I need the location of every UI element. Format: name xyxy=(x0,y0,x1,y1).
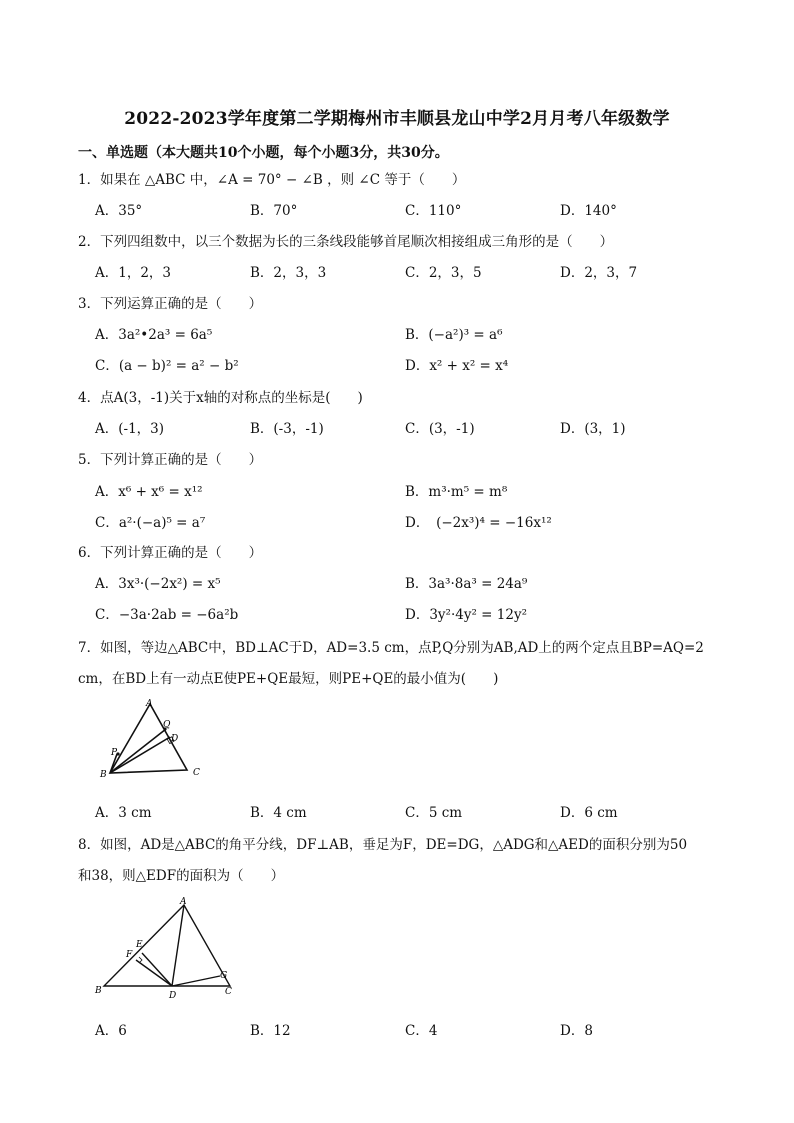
question-5-options-row1 xyxy=(95,480,725,500)
option-b: B．2，3，3 xyxy=(250,265,327,281)
option-d: D． (−2x³)⁴ = −16x¹² xyxy=(405,515,552,531)
question-4-options xyxy=(95,417,725,437)
question-8-figure xyxy=(92,894,242,1008)
question-8-stem-line1: 8．如图，AD是△ABC的角平分线，DF⊥AB，垂足为F，DE=DG，△ADG和△AED的面积分别为50 xyxy=(78,837,688,853)
page-title: 2022-2023学年度第二学期梅州市丰顺县龙山中学2月月考八年级数学 xyxy=(124,109,670,129)
label-c: C xyxy=(193,768,200,778)
question-7-stem-line1: 7．如图，等边△ABC中，BD⊥AC于D，AD=3.5 cm，点P,Q分别为AB,AD上的两个定点且BP=AQ=2 xyxy=(78,640,704,656)
option-c: C．(3，-1) xyxy=(405,421,475,437)
option-a: A．3a²•2a³ = 6a⁵ xyxy=(95,327,213,343)
question-7-figure xyxy=(95,698,210,784)
label-c: C xyxy=(225,987,232,997)
option-d: D．8 xyxy=(560,1023,593,1039)
option-c: C．(a − b)² = a² − b² xyxy=(95,358,239,374)
option-a: A．3x³·(−2x²) = x⁵ xyxy=(95,576,221,592)
option-d: D．x² + x² = x⁴ xyxy=(405,358,509,374)
label-a: A xyxy=(180,897,187,907)
option-a: A．x⁶ + x⁶ = x¹² xyxy=(95,484,203,500)
option-d: D．6 cm xyxy=(560,805,618,821)
option-a: A．35° xyxy=(95,203,143,219)
label-f: F xyxy=(126,950,133,960)
question-1-options xyxy=(95,199,725,219)
label-b: B xyxy=(95,986,102,996)
question-3-stem: 3．下列运算正确的是（ ） xyxy=(78,296,263,312)
option-b: B．m³·m⁵ = m⁸ xyxy=(405,484,508,500)
question-3-options-row2 xyxy=(95,354,725,374)
option-d: D．3y²·4y² = 12y² xyxy=(405,607,527,623)
option-b: B．(-3，-1) xyxy=(250,421,324,437)
label-d: D xyxy=(171,734,179,744)
option-d: D．(3，1) xyxy=(560,421,626,437)
label-e: E xyxy=(136,940,143,950)
option-d: D．140° xyxy=(560,203,617,219)
question-6-options-row1 xyxy=(95,572,725,592)
question-2-options xyxy=(95,261,725,281)
question-7-stem-line2: cm，在BD上有一动点E使PE+QE最短，则PE+QE的最小值为( ) xyxy=(78,671,499,687)
option-a: A．3 cm xyxy=(95,805,152,821)
segment-dg xyxy=(172,976,220,986)
option-d: D．2，3，7 xyxy=(560,265,638,281)
option-b: B．12 xyxy=(250,1023,291,1039)
option-a: A．6 xyxy=(95,1023,127,1039)
question-3-options-row1 xyxy=(95,323,725,343)
option-c: C．4 xyxy=(405,1023,438,1039)
question-6-options-row2 xyxy=(95,603,725,623)
question-5-stem: 5．下列计算正确的是（ ） xyxy=(78,452,263,468)
label-p: P xyxy=(111,748,118,758)
option-c: C．110° xyxy=(405,203,462,219)
option-b: B．4 cm xyxy=(250,805,307,821)
question-2-stem: 2．下列四组数中，以三个数据为长的三条线段能够首尾顺次相接组成三角形的是（ ） xyxy=(78,234,614,250)
option-b: B．(−a²)³ = a⁶ xyxy=(405,327,503,343)
segment-ad xyxy=(172,905,184,986)
option-c: C．5 cm xyxy=(405,805,463,821)
option-a: A．1，2，3 xyxy=(95,265,172,281)
option-b: B．70° xyxy=(250,203,298,219)
label-d: D xyxy=(169,991,177,1001)
question-6-stem: 6．下列计算正确的是（ ） xyxy=(78,545,263,561)
equilateral-triangle-diagram xyxy=(95,698,210,780)
label-q: Q xyxy=(163,720,171,730)
option-b: B．3a³·8a³ = 24a⁹ xyxy=(405,576,528,592)
label-a: A xyxy=(146,699,153,709)
segment-bq xyxy=(110,729,166,773)
label-g: G xyxy=(220,971,228,981)
segment-df xyxy=(136,960,172,986)
option-a: A．(-1，3) xyxy=(95,421,165,437)
section-heading: 一、单选题（本大题共10个小题，每个小题3分，共30分。 xyxy=(78,145,449,161)
question-5-options-row2 xyxy=(95,511,725,531)
angle-bisector-diagram xyxy=(92,894,242,1004)
question-8-stem-line2: 和38，则△EDF的面积为（ ） xyxy=(78,868,285,884)
triangle-abc xyxy=(104,905,230,986)
option-c: C．2，3，5 xyxy=(405,265,482,281)
option-c: C．−3a·2ab = −6a²b xyxy=(95,607,239,623)
option-c: C．a²·(−a)⁵ = a⁷ xyxy=(95,515,206,531)
segment-de xyxy=(142,953,172,986)
question-4-stem: 4．点A(3，-1)关于x轴的对称点的坐标是( ) xyxy=(78,390,363,406)
label-b: B xyxy=(100,770,107,780)
question-7-options xyxy=(95,801,725,821)
question-8-options xyxy=(95,1019,725,1039)
question-1-stem: 1．如果在 △ABC 中，∠A = 70° − ∠B ，则 ∠C 等于（ ） xyxy=(78,172,466,188)
